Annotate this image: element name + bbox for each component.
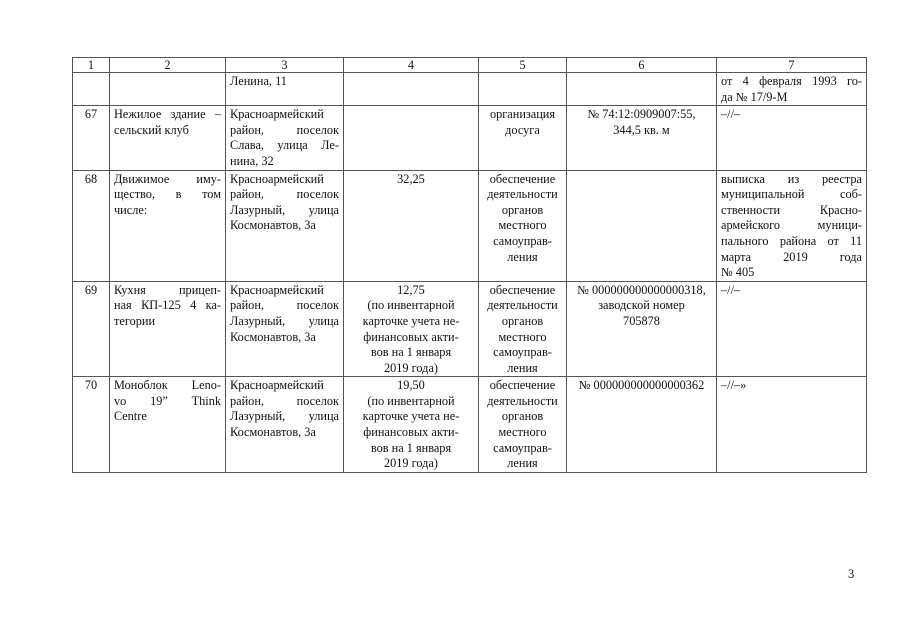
purpose-cell <box>479 170 567 281</box>
cell-text-line: Моноблок Leno- <box>114 378 221 393</box>
cell-text-line: щество, в том <box>114 187 221 202</box>
cell-text-line: местного <box>498 329 547 344</box>
basis-cell <box>717 170 867 281</box>
cell-text-line: № 74:12:0909007:55, <box>587 107 696 122</box>
table-row <box>73 106 867 170</box>
cell-text-line: выписка из реестра <box>721 171 862 186</box>
table-row <box>73 73 867 106</box>
cell-text-line: самоуправ- <box>493 233 552 248</box>
column-number-6: 6 <box>567 58 717 73</box>
cell-text-line: № 000000000000000318, <box>577 282 706 297</box>
cell-text-line: обеспечение <box>489 378 556 393</box>
cell-text-line: 12,75 <box>397 282 425 297</box>
basis-cell <box>717 281 867 377</box>
cell-text-line: финансовых акти- <box>363 425 459 440</box>
table-row <box>73 281 867 377</box>
cell-text-line: Слава, улица Ле- <box>230 138 339 153</box>
value-cell <box>344 377 479 473</box>
basis-cell <box>717 73 867 106</box>
cell-text-line: (по инвентарной <box>367 393 455 408</box>
value-cell <box>344 73 479 106</box>
cell-text-line: № 405 <box>721 265 755 280</box>
cell-text-line: ления <box>507 360 538 375</box>
value-cell <box>344 281 479 377</box>
cell-text-line: 2019 года) <box>383 360 438 375</box>
address-cell <box>226 281 344 377</box>
cell-text-line: район, поселок <box>230 122 339 137</box>
basis-cell <box>717 106 867 170</box>
purpose-cell <box>479 281 567 377</box>
cell-text-line: Красноармейский <box>230 282 324 297</box>
cell-text-line: вов на 1 января <box>370 440 452 455</box>
column-number-7: 7 <box>717 58 867 73</box>
cell-text-line: местного <box>498 218 547 233</box>
page-number: 3 <box>848 567 855 581</box>
cell-text-line: органов <box>501 313 544 328</box>
cell-text-line: нина, 32 <box>230 153 274 168</box>
cell-text-line: обеспечение <box>489 171 556 186</box>
cell-text-line: Нежилое здание – <box>114 107 221 122</box>
cell-text-line: 705878 <box>623 313 660 328</box>
object-name-cell <box>110 170 226 281</box>
cell-text-line: ственности Красно- <box>721 202 862 217</box>
column-number-3: 3 <box>226 58 344 73</box>
object-name-cell <box>110 281 226 377</box>
cell-text-line: ления <box>507 249 538 264</box>
cell-text-line: сельский клуб <box>114 122 189 137</box>
cell-text-line: Кухня прицеп- <box>114 282 221 297</box>
basis-cell <box>717 377 867 473</box>
registry-table-body <box>73 58 867 473</box>
cell-text-line: вов на 1 января <box>370 345 452 360</box>
cell-text-line: деятельности <box>487 298 558 313</box>
cell-text-line: –//– <box>721 282 741 297</box>
registry-page <box>72 57 866 473</box>
value-cell <box>344 170 479 281</box>
cell-text-line: (по инвентарной <box>367 298 455 313</box>
column-number-header-row <box>73 58 867 73</box>
cell-text-line: Красноармейский <box>230 171 324 186</box>
column-number-5: 5 <box>479 58 567 73</box>
address-cell <box>226 170 344 281</box>
property-registry-table <box>72 57 867 473</box>
cell-text-line: Космонавтов, 3а <box>230 329 316 344</box>
cell-text-line: от 4 февраля 1993 го- <box>721 74 862 88</box>
cell-text-line: Ленина, 11 <box>230 74 287 88</box>
address-cell <box>226 73 344 106</box>
cell-text-line: деятельности <box>487 187 558 202</box>
identifier-cell <box>567 73 717 106</box>
cell-text-line: числе: <box>114 202 148 217</box>
identifier-cell <box>567 281 717 377</box>
cell-text-line: марта 2019 года <box>721 249 862 264</box>
cell-text-line: деятельности <box>487 393 558 408</box>
cell-text-line: Лазурный, улица <box>230 313 339 328</box>
purpose-cell <box>479 377 567 473</box>
purpose-cell <box>479 73 567 106</box>
cell-text-line: 19,50 <box>397 378 425 393</box>
cell-text-line: 2019 года) <box>383 456 438 471</box>
cell-text-line: самоуправ- <box>493 345 552 360</box>
cell-text-line: муниципальной соб- <box>721 187 862 202</box>
cell-text-line: Космонавтов, 3а <box>230 425 316 440</box>
cell-text-line: тегории <box>114 313 156 328</box>
cell-text-line: местного <box>498 425 547 440</box>
cell-text-line: да № 17/9-М <box>721 89 788 104</box>
cell-text-line: досуга <box>505 122 540 137</box>
cell-text-line: армейского муници- <box>721 218 862 233</box>
cell-text-line: vo 19” Think <box>114 393 221 408</box>
cell-text-line: ная КП-125 4 ка- <box>114 298 221 313</box>
cell-text-line: Красноармейский <box>230 107 324 122</box>
cell-text-line: самоуправ- <box>493 440 552 455</box>
object-name-cell <box>110 106 226 170</box>
cell-text-line: обеспечение <box>489 282 556 297</box>
purpose-cell <box>479 106 567 170</box>
value-cell <box>344 106 479 170</box>
cell-text-line: район, поселок <box>230 187 339 202</box>
row-number-cell <box>73 73 110 106</box>
cell-text-line: район, поселок <box>230 298 339 313</box>
cell-text-line: Движимое иму- <box>114 171 221 186</box>
cell-text-line: заводской номер <box>598 298 685 313</box>
cell-text-line: Centre <box>114 409 147 424</box>
row-number-cell: 69 <box>73 281 110 377</box>
object-name-cell <box>110 377 226 473</box>
cell-text-line: Лазурный, улица <box>230 202 339 217</box>
cell-text-line: 344,5 кв. м <box>613 122 670 137</box>
cell-text-line: –//– <box>721 107 741 122</box>
row-number-cell: 67 <box>73 106 110 170</box>
cell-text-line: ления <box>507 456 538 471</box>
cell-text-line: Космонавтов, 3а <box>230 218 316 233</box>
row-number-cell: 68 <box>73 170 110 281</box>
cell-text-line: 32,25 <box>397 171 425 186</box>
cell-text-line: финансовых акти- <box>363 329 459 344</box>
object-name-cell <box>110 73 226 106</box>
table-row <box>73 377 867 473</box>
identifier-cell <box>567 106 717 170</box>
column-number-2: 2 <box>110 58 226 73</box>
column-number-1: 1 <box>73 58 110 73</box>
cell-text-line: № 000000000000000362 <box>578 378 705 393</box>
address-cell <box>226 377 344 473</box>
row-number-cell: 70 <box>73 377 110 473</box>
cell-text-line: карточке учета не- <box>362 409 460 424</box>
cell-text-line: организация <box>489 107 556 122</box>
identifier-cell <box>567 377 717 473</box>
column-number-4: 4 <box>344 58 479 73</box>
cell-text-line: –//–» <box>721 378 747 393</box>
cell-text-line: Лазурный, улица <box>230 409 339 424</box>
cell-text-line: органов <box>501 409 544 424</box>
cell-text-line: органов <box>501 202 544 217</box>
table-row <box>73 170 867 281</box>
cell-text-line: район, поселок <box>230 393 339 408</box>
cell-text-line: карточке учета не- <box>362 313 460 328</box>
address-cell <box>226 106 344 170</box>
cell-text-line: Красноармейский <box>230 378 324 393</box>
cell-text-line: пального района от 11 <box>721 233 862 248</box>
identifier-cell <box>567 170 717 281</box>
